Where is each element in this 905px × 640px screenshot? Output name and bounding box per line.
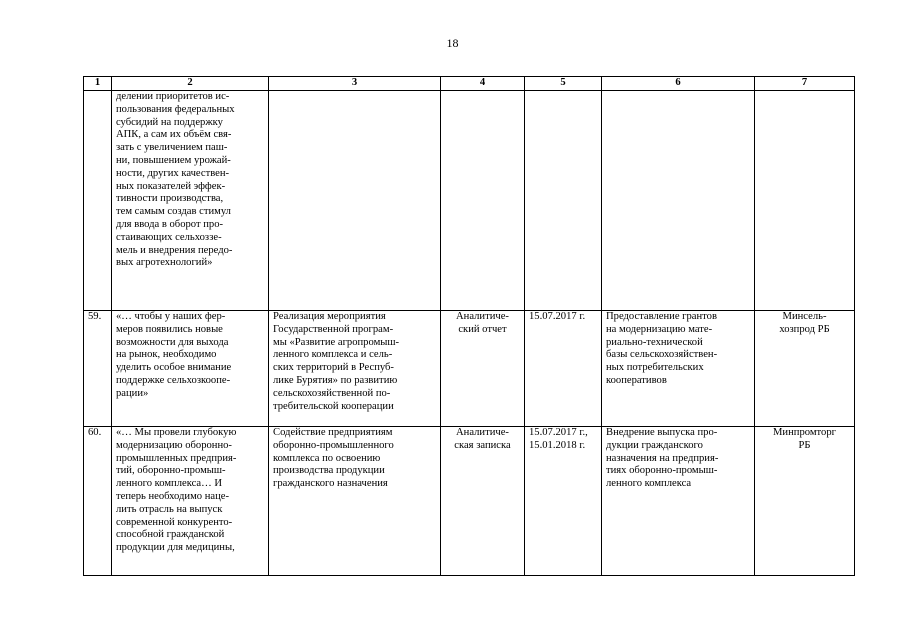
cell-text-line: 15.07.2017 г. [529,311,586,322]
cell-text-line: тем самым создав стимул [116,206,231,218]
column-header: 4 [441,77,525,91]
cell-text-line: ленного комплекса и сель- [273,349,393,361]
cell-text-line: уделить особое внимание [116,362,232,374]
cell-text-line: способной гражданской [116,529,225,541]
table-row [84,427,855,576]
cell-text-line: требительской кооперации [273,400,394,412]
cell-text-line: тивности производства, [116,193,224,205]
cell-text-line: комплекса по освоению [273,452,381,464]
cell-text-line: ни, повышением урожай- [116,154,231,166]
quote-cell [112,427,269,576]
measure-cell [269,427,441,576]
cell-text-line: на рынок, необходимо [116,349,217,361]
measure-cell [269,311,441,427]
page-number: 18 [446,36,459,50]
report-form-cell [441,311,525,427]
cell-text-line: Минпромторг [773,427,836,438]
cell-text-line: современной конкуренто- [116,516,233,528]
deadline-cell [525,91,602,311]
column-header: 3 [269,77,441,91]
deadline-cell [525,427,602,576]
cell-text-line: ных показателей эффек- [116,180,226,192]
cell-text-line: продукции для медицины, [116,542,235,554]
cell-text-line: Предоставление грантов [606,311,717,322]
cell-text-line: 15.07.2017 г., [529,427,588,438]
cell-text-line: сельскохозяйственной по- [273,387,391,399]
cell-text-line: тий, оборонно-промыш- [116,465,226,477]
cell-text-line: пользования федеральных [116,103,235,115]
quote-cell [112,91,269,311]
cell-text-line: промышленных предприя- [116,452,237,464]
cell-text-line: РБ [798,439,811,451]
cell-text-line: мель и внедрения передо- [116,244,233,256]
row-number-cell: 60. [84,427,112,576]
cell-text-line: ленного комплекса… И [116,478,223,490]
cell-text-line: лить отрасль на выпуск [116,503,223,515]
expected-result-cell [602,427,755,576]
cell-text-line: поддержке сельхозкоопе- [116,374,231,386]
cell-text-line: ских территорий в Респуб- [273,362,394,374]
cell-text-line: ных потребительских [606,362,704,374]
cell-text-line: дукции гражданского [606,439,703,451]
cell-text-line: Минсель- [782,311,827,322]
cell-text-line: вых агротехнологий» [116,257,213,269]
cell-text-line: Содействие предприятиям [273,427,393,438]
cell-text-line: возможности для выхода [116,336,229,348]
cell-text-line: гражданского назначения [273,478,388,490]
cell-text-line: модернизацию оборонно- [116,439,232,451]
cell-text-line: ская записка [454,439,511,451]
cell-text-line: теперь необходимо наце- [116,490,229,502]
cell-text-line: Внедрение выпуска про- [606,427,718,438]
cell-text-line: ности, других качествен- [116,167,230,179]
responsible-cell [755,427,855,576]
cell-text-line: Аналитиче- [456,311,509,322]
deadline-cell [525,311,602,427]
cell-text-line: назначения на предприя- [606,452,719,464]
cell-text-line: Реализация мероприятия [273,311,386,322]
cell-text-line: производства продукции [273,465,385,477]
column-header: 5 [525,77,602,91]
table-row [84,91,855,311]
cell-text-line: Государственной програм- [273,323,394,335]
cell-text-line: базы сельскохозяйствен- [606,349,718,361]
cell-text-line: зать с увеличением паш- [116,142,228,154]
table-row [84,311,855,427]
column-header: 2 [112,77,269,91]
cell-text-line: ский отчет [458,323,507,335]
cell-text-line: «… Мы провели глубокую [116,427,237,438]
responsible-cell [755,91,855,311]
cell-text-line: мы «Развитие агропромыш- [273,336,400,348]
measures-table [83,76,855,576]
column-header: 7 [755,77,855,91]
cell-text-line: на модернизацию мате- [606,323,713,335]
cell-text-line: меров появились новые [116,323,223,335]
cell-text-line: субсидий на поддержку [116,116,223,128]
cell-text-line: кооперативов [606,374,667,386]
cell-text-line: оборонно-промышленного [273,439,394,451]
cell-text-line: риально-технической [606,336,703,348]
cell-text-line: делении приоритетов ис- [116,91,230,102]
row-number-cell [84,91,112,311]
report-form-cell [441,91,525,311]
expected-result-cell [602,91,755,311]
table-header-row [84,77,855,91]
cell-text-line: 15.01.2018 г. [529,439,586,451]
cell-text-line: стаивающих сельхоззе- [116,231,222,243]
cell-text-line: лике Бурятия» по развитию [273,374,398,386]
column-header: 6 [602,77,755,91]
cell-text-line: рации» [116,387,149,399]
table-body [84,91,855,576]
cell-text-line: Аналитиче- [456,427,509,438]
cell-text-line: ленного комплекса [606,478,692,490]
measure-cell [269,91,441,311]
report-form-cell [441,427,525,576]
quote-cell [112,311,269,427]
responsible-cell [755,311,855,427]
cell-text-line: тиях оборонно-промыш- [606,465,718,477]
column-header: 1 [84,77,112,91]
row-number-cell: 59. [84,311,112,427]
cell-text-line: АПК, а сам их объём свя- [116,129,232,141]
cell-text-line: для ввода в оборот про- [116,218,224,230]
cell-text-line: хозпрод РБ [779,323,830,335]
cell-text-line: «… чтобы у наших фер- [116,311,226,322]
expected-result-cell [602,311,755,427]
